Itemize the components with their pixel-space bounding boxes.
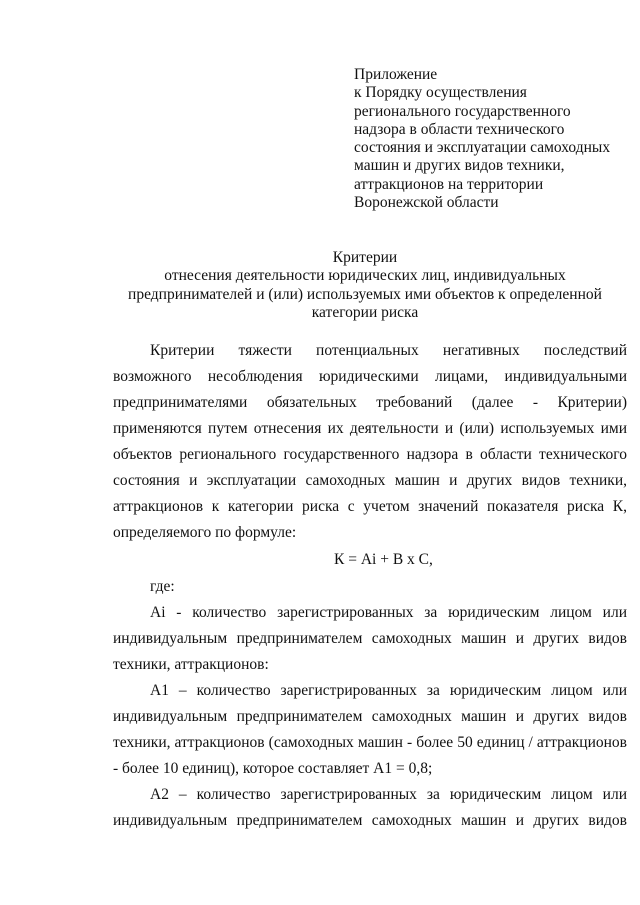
text-line: А2 – количество зарегистрированных за юридическим лицом или [150,786,627,803]
text-line: техники, аттракционов (самоходных машин - более 50 единиц / аттракционов [113,734,627,751]
text-line: объектов регионального государственного надзора в области технического [113,446,627,463]
title-heading: Критерии [332,249,398,266]
text-line: применяются путем отнесения их деятельности и (или) используемых ими [113,420,627,437]
where-label: где: [150,578,175,595]
appendix-line: к Порядку осуществления [354,84,527,102]
text-line: аттракционов к категории риска с учетом значений показателя риска К, [113,498,627,515]
text-line: А1 – количество зарегистрированных за юридическим лицом или [150,682,627,699]
paragraph-ai [113,600,627,678]
text-line: Критерии тяжести потенциальных негативных последствий [150,342,627,359]
appendix-line: состояния и эксплуатации самоходных [354,139,611,157]
text-line: предпринимателями обязательных требований (далее - Критерии) [113,394,627,411]
title-line: отнесения деятельности юридических лиц, индивидуальных [164,267,566,285]
text-line: Ai - количество зарегистрированных за юридическим лицом или [150,604,627,621]
text-line: индивидуальным предпринимателем самоходных машин и других видов [113,630,627,647]
title-line: предпринимателей и (или) используемых ими объектов к определенной [128,285,602,303]
document-body [113,338,627,834]
appendix-line: надзора в области технического [354,120,565,138]
appendix-line: аттракционов на территории [354,175,544,193]
risk-formula: К = Ai + B x C, [334,551,433,568]
text-line: - более 10 единиц), которое составляет А1 = 0,8; [113,760,433,777]
text-line: индивидуальным предпринимателем самоходных машин и других видов [113,812,627,829]
appendix-line: машин и других видов техники, [354,157,565,175]
document-title [100,249,630,322]
appendix-block [354,66,624,212]
text-line: состояния и эксплуатации самоходных машин и других видов техники, [113,472,627,489]
title-line: категории риска [311,303,419,321]
appendix-line: Воронежской области [354,194,499,212]
paragraph-a1 [113,678,627,782]
appendix-line: регионального государственного [354,102,571,120]
text-line: возможного несоблюдения юридическими лицами, индивидуальными [113,368,627,385]
text-line: индивидуальным предпринимателем самоходных машин и других видов [113,708,627,725]
appendix-line: Приложение [354,66,438,83]
paragraph-criteria [113,338,627,546]
text-line: техники, аттракционов: [113,656,269,673]
text-line: определяемого по формуле: [113,524,297,541]
paragraph-a2 [113,782,627,834]
